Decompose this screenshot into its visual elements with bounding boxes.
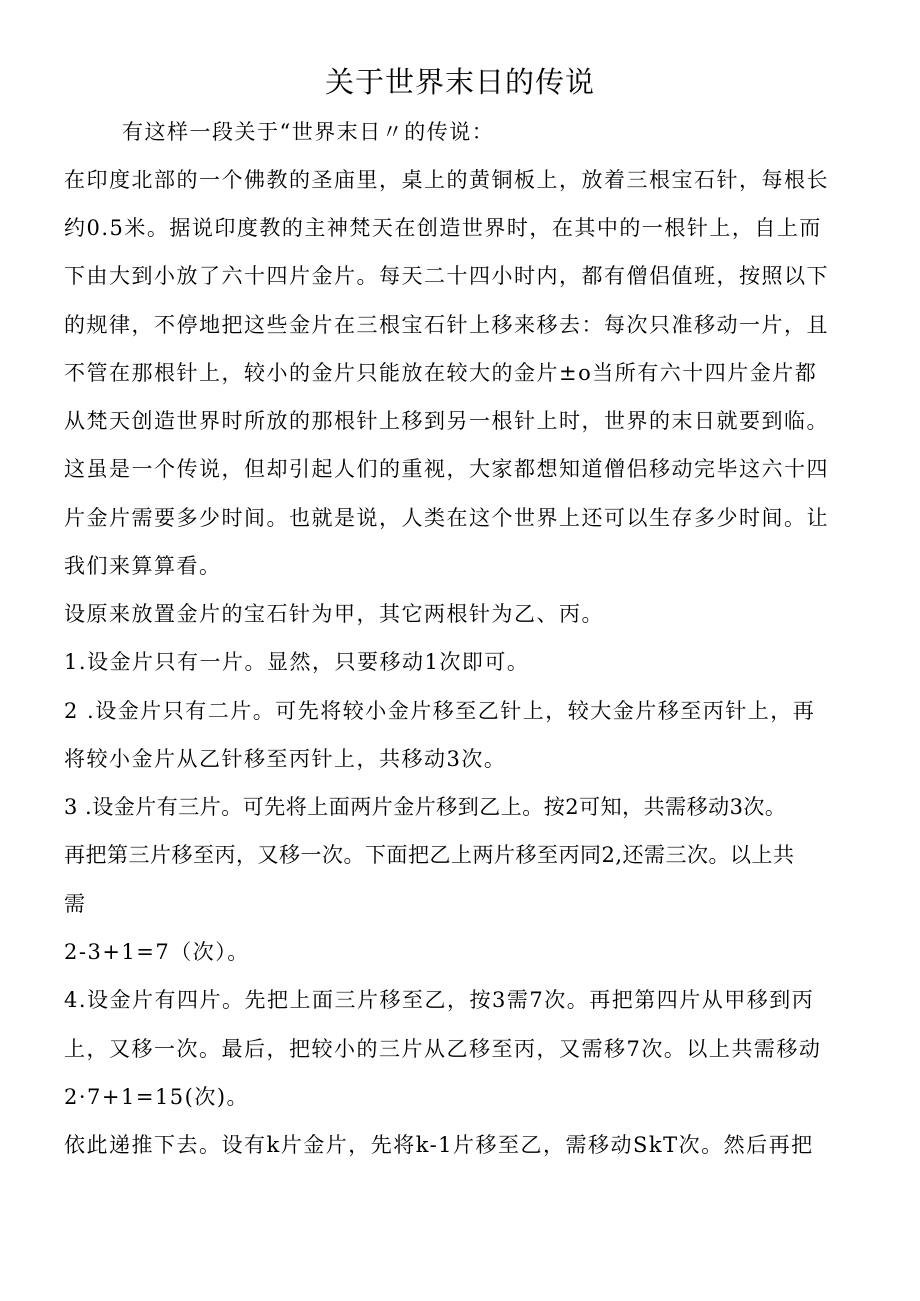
formula-line: 2-3+1=7（次）。 — [64, 940, 250, 964]
formula-line: 2·7+1=15(次)。 — [64, 1085, 250, 1109]
paragraph-line: 有这样一段关于“世界末日〃的传说： — [122, 120, 495, 144]
paragraph-line: 我们来算算看。 — [64, 554, 222, 578]
paragraph-line: 2 .设金片只有二片。可先将较小金片移至乙针上，较大金片移至丙针上，再 — [64, 699, 816, 723]
paragraph-line: 约0.5米。据说印度教的主神梵天在创造世界时，在其中的一根针上，自上而 — [64, 216, 822, 240]
paragraph-line: 再把第三片移至丙，又移一次。下面把乙上两片移至丙同2,还需三次。以上共 — [64, 843, 795, 867]
paragraph-line: 设原来放置金片的宝石针为甲，其它两根针为乙、丙。 — [64, 602, 604, 626]
paragraph-line: 1.设金片只有一片。显然，只要移动1次即可。 — [64, 650, 530, 674]
paragraph-line: 从梵天创造世界时所放的那根针上移到另一根针上时，世界的末日就要到临。 — [64, 409, 829, 433]
paragraph-line: 不管在那根针上，较小的金片只能放在较大的金片±o当所有六十四片金片都 — [64, 361, 818, 385]
paragraph-line: 的规律，不停地把这些金片在三根宝石针上移来移去：每次只准移动一片，且 — [64, 313, 829, 337]
paragraph-line: 这虽是一个传说，但却引起人们的重视，大家都想知道僧侣移动完毕这六十四 — [64, 457, 829, 481]
paragraph-line: 片金片需要多少时间。也就是说，人类在这个世界上还可以生存多少时间。让 — [64, 506, 829, 530]
document-title: 关于世界末日的传说 — [324, 65, 595, 99]
paragraph-line: 将较小金片从乙针移至丙针上，共移动3次。 — [64, 747, 507, 771]
paragraph-line: 下由大到小放了六十四片金片。每天二十四小时内，都有僧侣值班，按照以下 — [64, 264, 829, 288]
paragraph-line: 3 .设金片有三片。可先将上面两片金片移到乙上。按2可知，共需移动3次。 — [64, 795, 787, 819]
paragraph-line: 在印度北部的一个佛教的圣庙里，桌上的黄铜板上，放着三根宝石针，每根长 — [64, 168, 829, 192]
paragraph-line: 4.设金片有四片。先把上面三片移至乙，按3需7次。再把第四片从甲移到丙 — [64, 988, 815, 1012]
paragraph-line: 上，又移一次。最后，把较小的三片从乙移至丙，又需移7次。以上共需移动 — [64, 1037, 822, 1061]
paragraph-line: 依此递推下去。设有k片金片，先将k-1片移至乙，需移动SkT次。然后再把 — [64, 1133, 814, 1157]
paragraph-line: 需 — [64, 892, 87, 916]
